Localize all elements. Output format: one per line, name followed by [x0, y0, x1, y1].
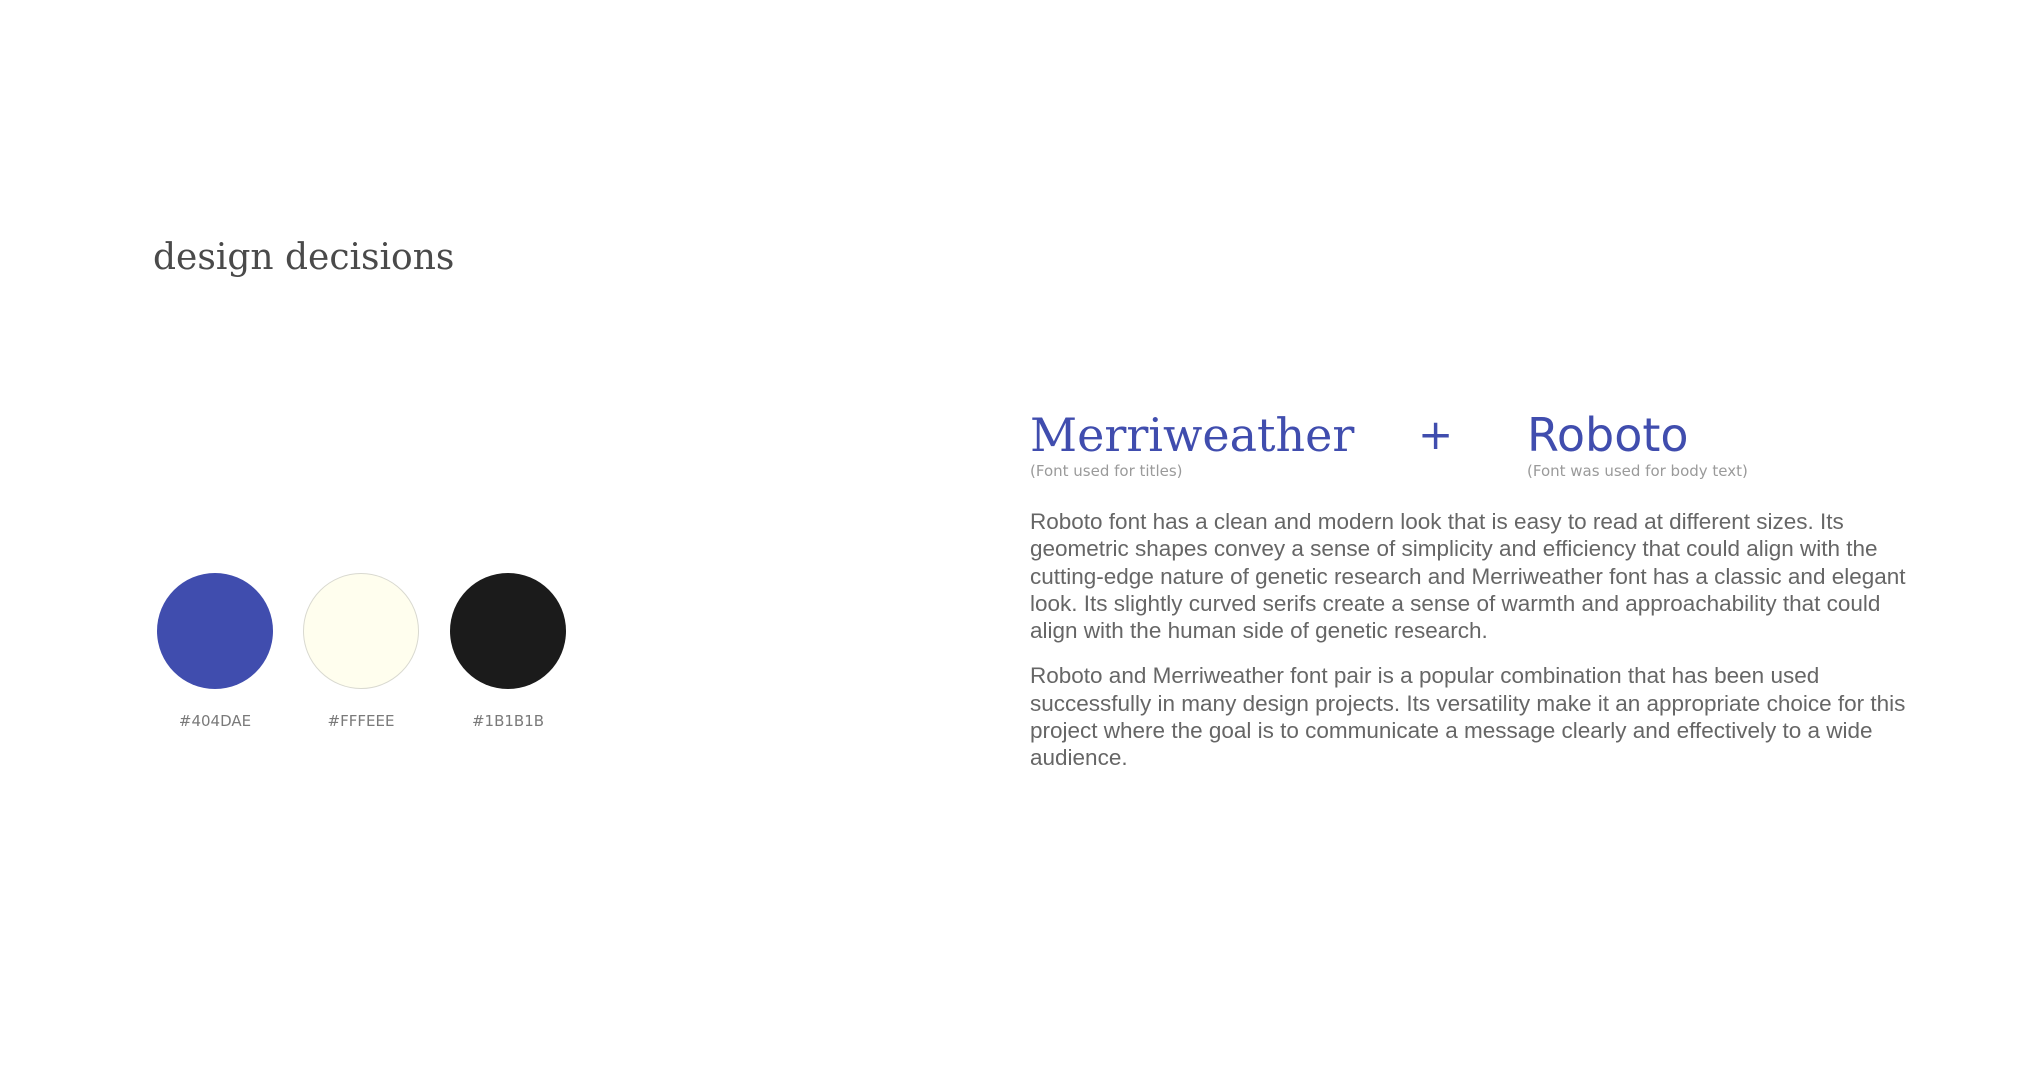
color-palette [157, 573, 577, 733]
page-title: design decisions [153, 237, 455, 278]
color-hex-label: #FFFEEE [327, 712, 395, 730]
font-sample-merriweather [1030, 408, 1354, 480]
color-circle [450, 573, 566, 689]
description-paragraph: Roboto and Merriweather font pair is a popular combination that has been used successfully in many design projects. Its versatility make it an appropriate choice for this project where the goal is to communicate a message clearly and effectively to a wide audience. [1030, 663, 1906, 771]
font-name-title: Merriweather [1030, 408, 1355, 462]
color-circle [303, 573, 419, 689]
font-sample-roboto [1527, 408, 1748, 480]
description-paragraph: Roboto font has a clean and modern look that is easy to read at different sizes. Its geometric shapes convey a sense of simplicity and efficiency that could align with the cutting-edge nature of genetic research and Merriweather font has a classic and elegant look. Its slightly curved serifs create a sense of warmth and approachability that could align with the human side of genetic research. [1030, 509, 1906, 644]
font-usage-note: (Font used for titles) [1030, 462, 1183, 480]
color-circle [157, 573, 273, 689]
font-usage-note: (Font was used for body text) [1527, 462, 1748, 480]
color-swatch-background [303, 573, 419, 733]
color-swatch-text [450, 573, 566, 733]
color-swatch-primary [157, 573, 273, 733]
font-description [1030, 508, 1910, 790]
plus-icon: + [1418, 410, 1454, 459]
color-hex-label: #404DAE [178, 712, 252, 730]
font-name-body: Roboto [1527, 408, 1689, 462]
color-hex-label: #1B1B1B [471, 712, 545, 730]
